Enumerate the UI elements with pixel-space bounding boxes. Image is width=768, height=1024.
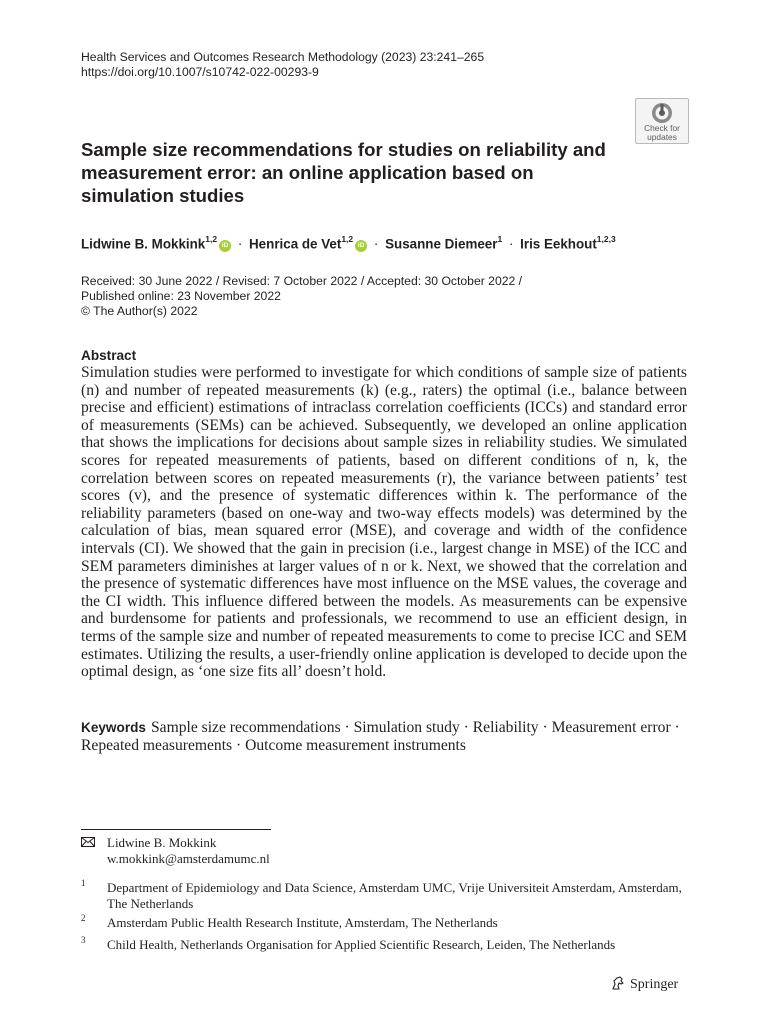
check-for-updates-badge[interactable] [635, 98, 689, 144]
author-name[interactable]: Lidwine B. Mokkink [81, 236, 206, 252]
journal-citation: Health Services and Outcomes Research Methodology (2023) 23:241–265 [81, 50, 485, 64]
author-separator: · [237, 236, 243, 252]
abstract-text: Simulation studies were performed to investigate for which conditions of sample size of patients (n) and number of repeated measurements (k) (e.g., raters) the optimal (i.e., balance between precise and efficient) estimations of intraclass correlation coefficients (ICCs) and standard error of measurements (SEMs) can be achieved. Subsequently, we developed an online application that shows the implications for decisions about sample sizes in reliability studies. We simulated scores for repeated measurements of patients, based on different conditions of n, k, the correlation between scores on repeated measurements (r), the variance between patients’ test scores (v), and the presence of systematic differences within k. The performance of the reliability parameters (based on one-way and two-way effects models) was determined by the calculation of bias, mean squared error (MSE), and coverage and width of the confidence intervals (CI). We showed that the gain in precision (i.e., largest change in MSE) of the ICC and SEM parameters diminishes at larger values of n or k. Next, we showed that the correlation and the presence of systematic differences have most influence on the MSE values, the coverage and the CI width. This influence differed between the models. As measurements can be expensive and burdensome for patients and professionals, we recommend to use an efficient design, in terms of the sample size and number of repeated measurements to come to precise ICC and SEM estimates. Utilizing the results, a user-friendly online application is developed to decide upon the optimal design, as ‘one size fits all’ doesn’t hold. [81, 364, 687, 681]
author-name[interactable]: Susanne Diemeer [385, 236, 498, 252]
keywords-section [81, 719, 687, 756]
springer-horse-icon [610, 975, 626, 991]
doi-link[interactable]: https://doi.org/10.1007/s10742-022-00293-9 [81, 65, 319, 79]
paper-title: Sample size recommendations for studies on reliability and measurement error: an online application based on simulation studies [81, 139, 606, 206]
affiliation-text: Department of Epidemiology and Data Science, Amsterdam UMC, Vrije Universiteit Amsterdam, Amsterdam, The Netherlands [107, 880, 682, 911]
check-updates-line1: Check for [644, 123, 680, 133]
author-affiliation-sup: 1,2,3 [596, 234, 616, 244]
author-separator: · [508, 236, 514, 252]
affiliation-number: 3 [81, 935, 86, 945]
affiliation-text: Child Health, Netherlands Organisation for Applied Scientific Research, Leiden, The Netherlands [107, 937, 616, 952]
keywords-text: Sample size recommendations · Simulation study · Reliability · Measurement error · Repeated measurements · Outcome measurement instruments [81, 719, 680, 755]
author-list [81, 231, 616, 253]
orcid-icon[interactable]: iD [355, 240, 367, 252]
dates-line: Received: 30 June 2022 / Revised: 7 October 2022 / Accepted: 30 October 2022 / [81, 274, 523, 288]
publisher-name: Springer [630, 977, 679, 992]
affiliation-number: 1 [81, 878, 86, 888]
check-updates-icon [651, 102, 673, 124]
footnote-divider [81, 829, 271, 830]
orcid-icon[interactable]: iD [219, 240, 231, 252]
copyright: © The Author(s) 2022 [81, 304, 198, 318]
envelope-icon [81, 837, 95, 847]
affiliation-text: Amsterdam Public Health Research Institute, Amsterdam, The Netherlands [107, 915, 498, 930]
author-name[interactable]: Iris Eekhout [520, 236, 597, 252]
affiliation-number: 2 [81, 913, 86, 923]
abstract-heading: Abstract [81, 348, 137, 363]
author-affiliation-sup: 1 [497, 234, 503, 244]
journal-header [81, 50, 484, 80]
author-affiliation-sup: 1,2 [341, 234, 354, 244]
author-separator: · [373, 236, 379, 252]
published-online: Published online: 23 November 2022 [81, 289, 281, 303]
publication-dates [81, 274, 522, 319]
publisher-logo [610, 975, 678, 994]
author-name[interactable]: Henrica de Vet [249, 236, 342, 252]
author-affiliation-sup: 1,2 [205, 234, 218, 244]
corresponding-email[interactable]: w.mokkink@amsterdamumc.nl [107, 850, 270, 866]
corresponding-author: Lidwine B. Mokkink [107, 835, 217, 850]
correspondence-text [107, 835, 270, 866]
check-updates-line2: updates [647, 131, 677, 142]
keywords-heading: Keywords [81, 720, 146, 735]
